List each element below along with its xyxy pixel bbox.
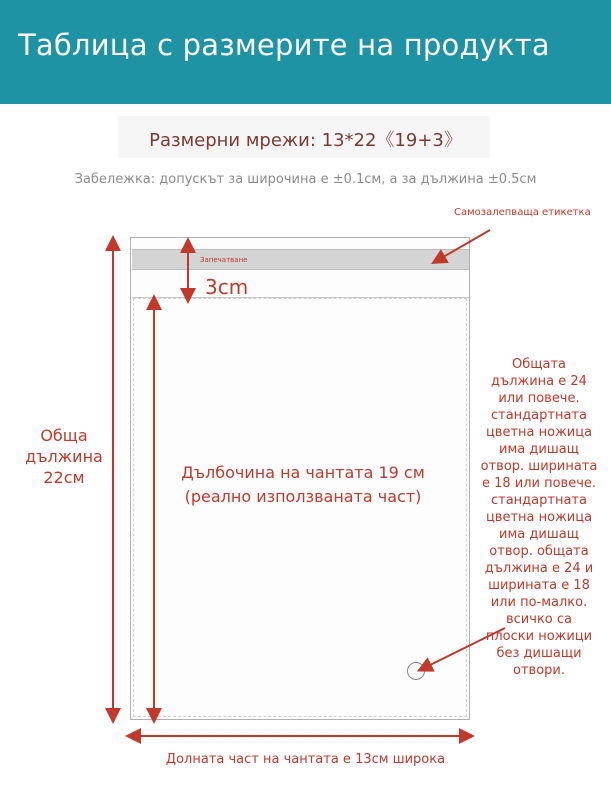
- side-note: Общата дължина е 24 или повече. стандартната цветна ножица има дишащ отвор. ширината е 18 или повече. стандартната цветна ножица има дишащ отвор. общата дължина е 24 и ширината е 18 или по-малко. всичко са плоски ножици без дишащи отвори.: [480, 357, 598, 678]
- flap-size-label: 3cm: [205, 275, 249, 299]
- spec-title: Размерни мрежи: 13*22《19+3》: [149, 130, 462, 151]
- page-title: Таблица с размерите на продукта: [18, 28, 550, 62]
- total-length-label: Обща дължина 22cм: [25, 426, 103, 487]
- tolerance-note: Забележка: допускът за широчина е ±0.1cм, а за дължина ±0.5cм: [74, 172, 537, 187]
- tape-text: Запечатване: [200, 256, 248, 264]
- tape-pointer-arrow: [438, 230, 490, 260]
- depth-label: Дълбочина на чантата 19 см (реално използваната част): [181, 463, 425, 506]
- bottom-width-label: Долната част на чантата е 13cм широка: [165, 752, 446, 767]
- tape-label: Самозалепваща етикетка: [454, 207, 591, 218]
